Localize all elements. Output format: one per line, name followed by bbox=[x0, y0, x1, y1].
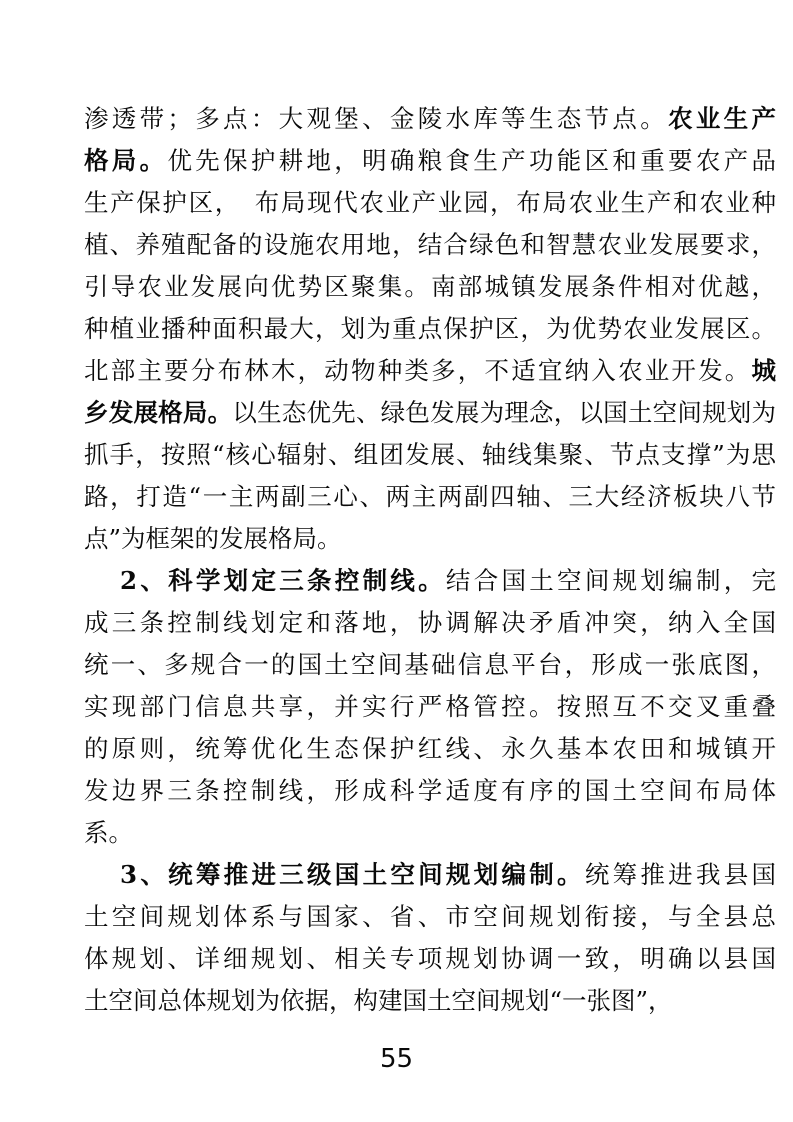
text-line bbox=[84, 182, 776, 224]
bold-text-run: 城 bbox=[751, 356, 776, 385]
text-line bbox=[84, 770, 776, 812]
page-footer bbox=[0, 1042, 793, 1076]
text-run: 的原则，统筹优化生态保护红线、永久基本农田和城镇开 bbox=[84, 734, 776, 763]
text-run: 统筹推进我县国 bbox=[584, 860, 776, 889]
text-run: 引导农业发展向优势区聚集。南部城镇发展条件相对优越， bbox=[84, 272, 776, 301]
text-run: 成三条控制线划定和落地，协调解决矛盾冲突，纳入全国 bbox=[84, 608, 776, 637]
text-line bbox=[84, 518, 776, 560]
text-run: 北部主要分布林木，动物种类多，不适宜纳入农业开发。 bbox=[84, 356, 752, 385]
text-run: 以生态优先、绿色发展为理念，以国土空间规划为 bbox=[232, 398, 776, 427]
bold-text-run: 农业生产 bbox=[668, 104, 776, 133]
text-line bbox=[84, 140, 776, 182]
text-run: 体规划、详细规划、相关专项规划协调一致，明确以县国 bbox=[84, 944, 776, 973]
text-line bbox=[84, 812, 776, 854]
text-run: 渗透带；多点：大观堡、金陵水库等生态节点。 bbox=[84, 104, 669, 133]
text-line bbox=[84, 854, 776, 896]
text-run: 生产保护区， 布局现代农业产业园，布局农业生产和农业种 bbox=[84, 188, 776, 217]
text-run: 土空间总体规划为依据，构建国土空间规划“一张图”， bbox=[84, 986, 673, 1015]
text-run: 发边界三条控制线，形成科学适度有序的国土空间布局体 bbox=[84, 776, 776, 805]
page-number: 55 bbox=[379, 1044, 414, 1074]
text-line bbox=[84, 644, 776, 686]
text-line bbox=[84, 476, 776, 518]
text-line bbox=[84, 308, 776, 350]
text-line bbox=[84, 350, 776, 392]
document-body bbox=[84, 98, 776, 1022]
text-line bbox=[84, 728, 776, 770]
text-run: 土空间规划体系与国家、省、市空间规划衔接，与全县总 bbox=[84, 902, 776, 931]
text-run: 点”为框架的发展格局。 bbox=[84, 524, 342, 553]
text-line bbox=[84, 602, 776, 644]
text-line bbox=[84, 686, 776, 728]
text-run: 系。 bbox=[84, 818, 133, 847]
text-run: 实现部门信息共享，并实行严格管控。按照互不交叉重叠 bbox=[84, 692, 776, 721]
text-run: 植、养殖配备的设施农用地，结合绿色和智慧农业发展要求， bbox=[84, 230, 776, 259]
text-line bbox=[84, 392, 776, 434]
text-run: 种植业播种面积最大，划为重点保护区，为优势农业发展区。 bbox=[84, 314, 776, 343]
text-run: 抓手，按照“核心辐射、组团发展、轴线集聚、节点支撑”为思 bbox=[84, 440, 776, 469]
text-run: 结合国土空间规划编制，完 bbox=[445, 566, 776, 595]
text-run: 统一、多规合一的国土空间基础信息平台，形成一张底图， bbox=[84, 650, 776, 679]
bold-text-run: 格局。 bbox=[84, 146, 168, 175]
text-line bbox=[84, 980, 776, 1022]
text-line bbox=[84, 266, 776, 308]
bold-text-run: 2、科学划定三条控制线。 bbox=[120, 566, 446, 595]
text-line bbox=[84, 434, 776, 476]
text-line bbox=[84, 98, 776, 140]
text-line bbox=[84, 224, 776, 266]
text-line bbox=[84, 560, 776, 602]
text-run: 路，打造“一主两副三心、两主两副四轴、三大经济板块八节 bbox=[84, 482, 776, 511]
bold-text-run: 3、统筹推进三级国土空间规划编制。 bbox=[120, 860, 585, 889]
bold-text-run: 乡发展格局。 bbox=[84, 398, 233, 427]
text-line bbox=[84, 938, 776, 980]
text-run: 优先保护耕地，明确粮食生产功能区和重要农产品 bbox=[167, 146, 776, 175]
text-line bbox=[84, 896, 776, 938]
